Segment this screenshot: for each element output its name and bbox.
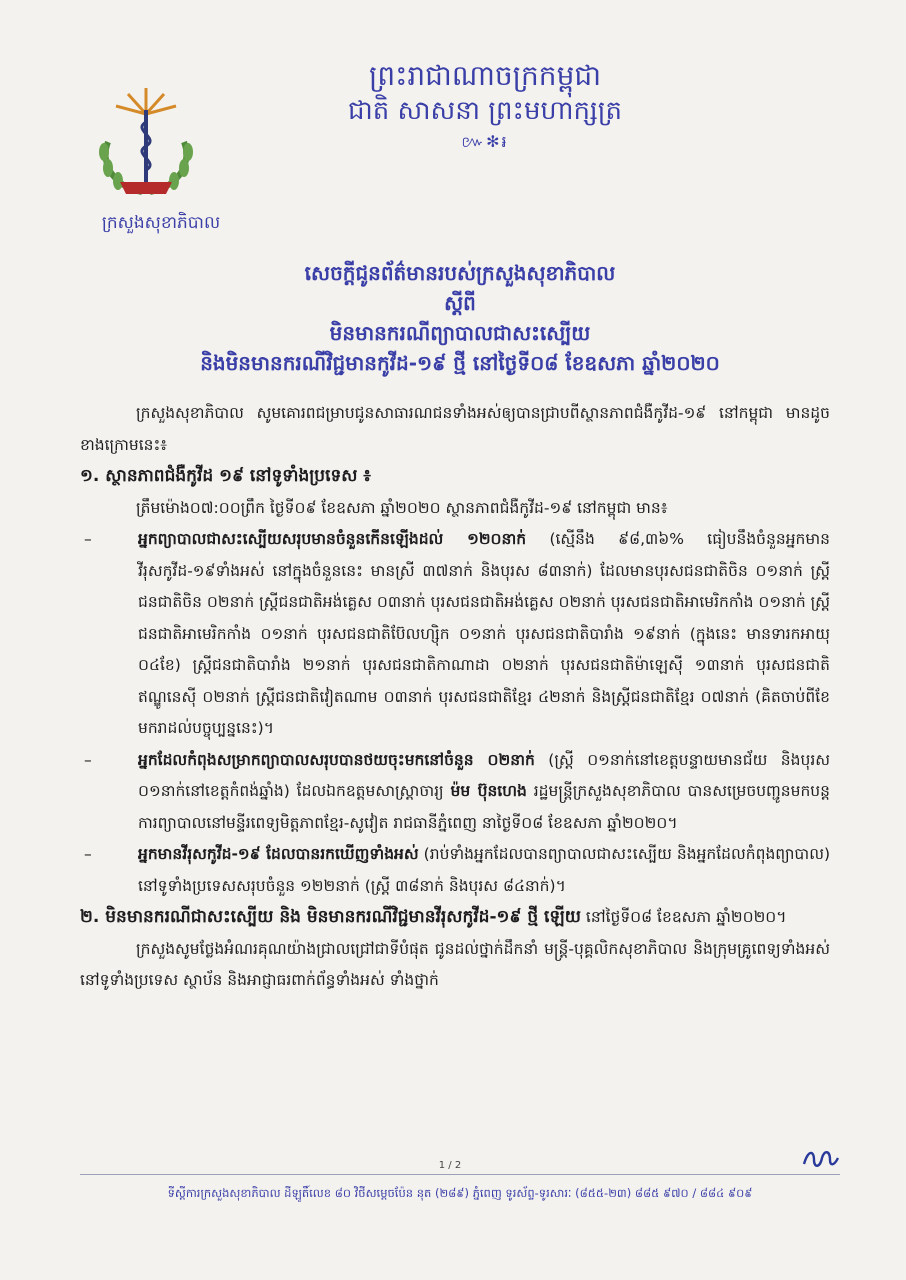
ministry-name-label: ក្រសួងសុខាភិបាល — [101, 213, 221, 233]
bullet-total-cases — [80, 839, 830, 902]
footer-divider — [80, 1174, 840, 1175]
ornament-divider: ៚✻៛ — [461, 132, 509, 151]
section-2-text: នៅថ្ងៃទី០៨ ខែឧសភា ឆ្នាំ២០២០។ — [580, 908, 787, 926]
bullet-recovered-text: (ស្មើនឹង ៩៨,៣៦% ធៀបនឹងចំនួនអ្នកមានវីរុសកូវីដ-១៩ទាំងអស់ នៅក្នុងចំនួននេះ មានស្រី ៣៧នាក់ និងបុរស ៨៣នាក់) ដែលមានបុរសជនជាតិចិន ០១នាក់ ស្ត្រីជនជាតិចិន ០២នាក់ ស្ត្រីជនជាតិអង់គ្លេស ០៣នាក់ បុរសជនជាតិអង់គ្លេស ០២នាក់ បុរសជនជាតិអាមេរិកកាំង ០១នាក់ ស្ត្រីជនជាតិអាមេរិកកាំង ០១នាក់ បុរសជនជាតិប៊ែលហ្ស៊ិក ០១នាក់ បុរសជនជាតិបារាំង ១៩នាក់ (ក្នុងនេះ មានទារកអាយុ ០៤ខែ) ស្ត្រីជនជាតិបារាំង ២១នាក់ បុរសជនជាតិកាណាដា ០២នាក់ បុរសជនជាតិម៉ាឡេស៊ី ១៣នាក់ បុរសជនជាតិឥណ្ឌូនេស៊ី ០២នាក់ ស្ត្រីជនជាតិវៀតណាម ០៣នាក់ បុរសជនជាតិខ្មែរ ៤២នាក់ និងស្ត្រីជនជាតិខ្មែរ ០៧នាក់ (គិតចាប់ពីខែមករាដល់បច្ចុប្បន្ននេះ)។ — [138, 530, 830, 737]
section-1-heading: ១. ស្ថានភាពជំងឺកូវីដ ១៩ នៅទូទាំងប្រទេស ៖ — [80, 466, 371, 486]
bullet-recovered — [80, 524, 830, 745]
kingdom-header — [300, 58, 670, 152]
bullet-dash: – — [84, 750, 92, 769]
closing-paragraph: ក្រសួងសូមថ្លែងអំណរគុណយ៉ាងជ្រាលជ្រៅជាទីបំផុត ជូនដល់ថ្នាក់ដឹកនាំ មន្ត្រី-បុគ្គលិកសុខាភិបាល និងក្រុមគ្រូពេទ្យទាំងអស់នៅទូទាំងប្រទេស ស្ថាប័ន និងអាជ្ញាធរពាក់ព័ន្ធទាំងអស់ ទាំងថ្នាក់ — [80, 939, 830, 989]
title-line-3: មិនមានករណីព្យាបាលជាសះស្បើយ — [329, 321, 591, 345]
intro-paragraph: ក្រសួងសុខាភិបាល សូមគោរពជម្រាបជូនសាធារណជនទាំងអស់ឲ្យបានជ្រាបពីស្ថានភាពជំងឺកូវីដ-១៩ នៅកម្ពុជា មានដូចខាងក្រោមនេះ៖ — [80, 404, 830, 454]
ministry-emblem-icon — [86, 82, 206, 202]
section-2-paragraph — [80, 902, 830, 934]
section-2-heading: ២. មិនមានករណីជាសះស្បើយ និង មិនមានករណីវិជ្ជមានវីរុសកូវីដ-១៩ ថ្មី ឡើយ — [80, 907, 581, 927]
minister-name: ម៉ម ប៊ុនហេង — [450, 782, 527, 800]
document-title — [150, 258, 770, 378]
document-body — [80, 398, 830, 997]
bullet-dash: – — [84, 845, 92, 863]
bullet-total-cases-text: (រាប់ទាំងអ្នកដែលបានព្យាបាលជាសះស្បើយ និងអ្នកដែលកំពុងព្យាបាល) នៅទូទាំងប្រទេសសរុបចំនួន ១២២នាក់ (ស្ត្រី ៣៨នាក់ និងបុរស ៨៤នាក់)។ — [138, 845, 830, 895]
bullet-dash: – — [84, 530, 92, 548]
page-number: 1 / 2 — [438, 1160, 462, 1171]
bullet-under-treatment-text-b: រដ្ឋមន្ត្រីក្រសួងសុខាភិបាល បានសម្រេចបញ្ជូនមកបន្តការព្យាបាលនៅមន្ទីរពេទ្យមិត្តភាពខ្មែរ-សូវៀត រាជធានីភ្នំពេញ នាថ្ងៃទី០៨ ខែឧសភា ឆ្នាំ២០២០។ — [138, 782, 830, 832]
bullet-under-treatment-text-a: (ស្ត្រី ០១នាក់នៅខេត្តបន្ទាយមានជ័យ និងបុរស ០១នាក់នៅខេត្តកំពង់ឆ្នាំង) ដែលឯកឧត្តមសាស្ត្រាចារ្យ — [138, 750, 830, 800]
national-motto: ជាតិ សាសនា ព្រះមហាក្សត្រ — [348, 96, 622, 126]
bullet-recovered-bold: អ្នកព្យាបាលជាសះស្បើយសរុបមានចំនួនកើនឡើងដល់ ១២០នាក់ — [138, 530, 527, 548]
kingdom-title: ព្រះរាជាណាចក្រកម្ពុជា — [368, 59, 601, 92]
footer-address: ទីស្តីការក្រសួងសុខាភិបាល ដីឡូតិ៍លេខ ៨០ វិថីសម្ដេចប៉ែន នុត (២៨៩) ភ្នំពេញ ទូរស័ព្ទ-ទូរសារៈ (៨៥៥-២៣) ៨៨៥ ៩៧០ / ៨៨៤ ៩០៩ — [167, 1186, 753, 1200]
section-1-lead: ត្រឹមម៉ោង០៧:០០ព្រឹក ថ្ងៃទី០៩ ខែឧសភា ឆ្នាំ២០២០ ស្ថានភាពជំងឺកូវីដ-១៩ នៅកម្ពុជា មាន៖ — [136, 498, 668, 517]
initials-signature-icon — [800, 1146, 842, 1172]
title-line-2: ស្ដីពី — [444, 291, 476, 315]
bullet-under-treatment-bold: អ្នកដែលកំពុងសម្រាកព្យាបាលសរុបបានថយចុះមកនៅចំនួន ០២នាក់ — [138, 750, 535, 769]
bullet-total-cases-bold: អ្នកមានវីរុសកូវីដ-១៩ ដែលបានរកឃើញទាំងអស់ — [138, 845, 419, 863]
bullet-under-treatment — [80, 745, 830, 840]
title-line-1: សេចក្ដីជូនព័ត៌មានរបស់ក្រសួងសុខាភិបាល — [304, 261, 616, 285]
title-line-4: និងមិនមានករណីវិជ្ជមានកូវីដ-១៩ ថ្មី នៅថ្ងៃទី០៨ ខែឧសភា ឆ្នាំ២០២០ — [200, 351, 720, 375]
